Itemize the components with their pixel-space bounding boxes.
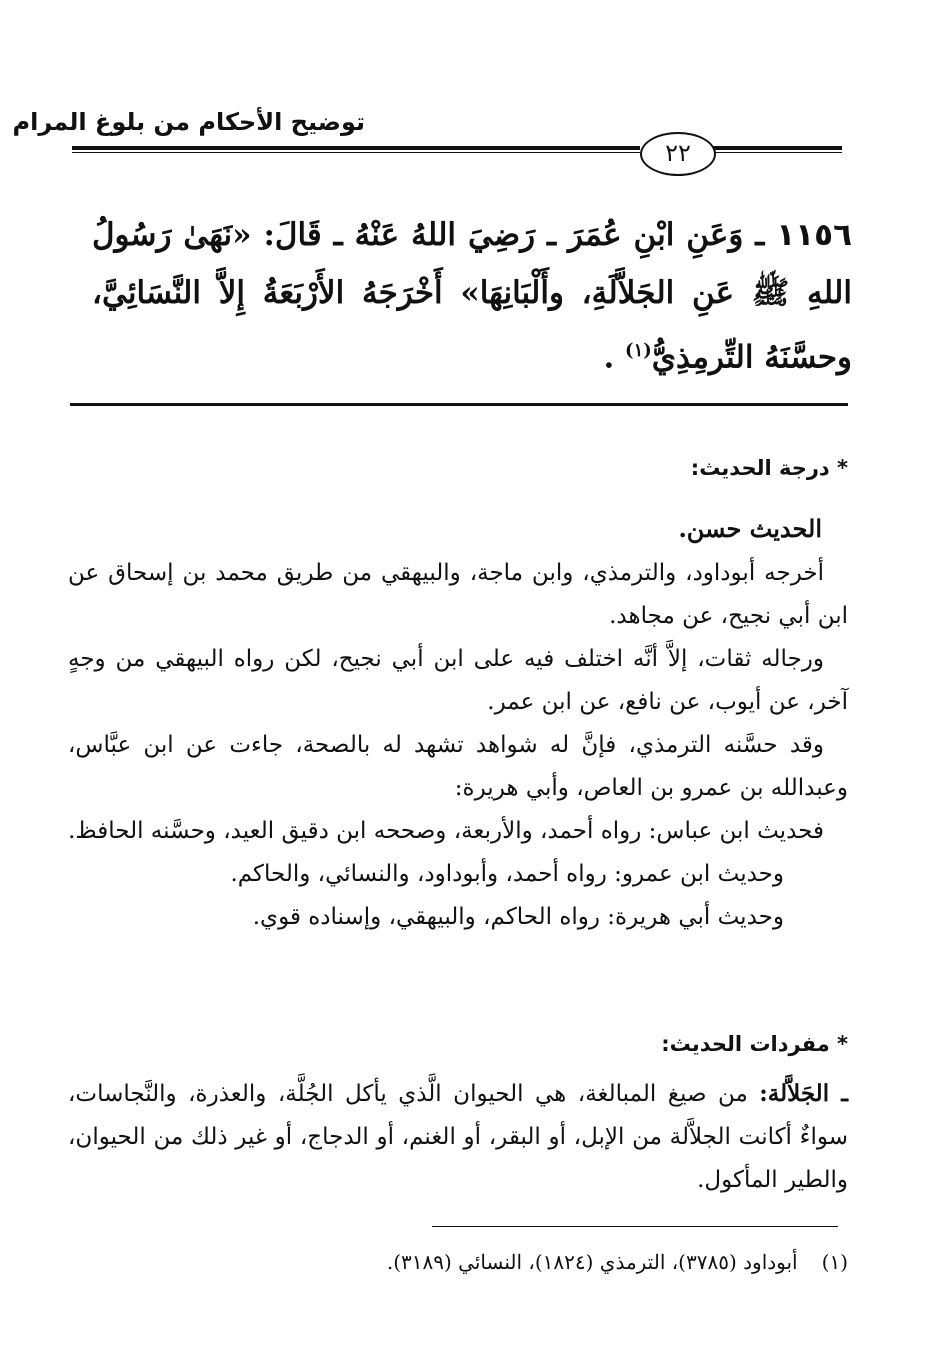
grade-paragraph: وقد حسَّنه الترمذي، فإنَّ له شواهد تشهد له بالصحة، جاءت عن ابن عبَّاس، وعبدالله بن عمرو بن العاص، وأبي هريرة: [68,732,848,801]
running-header-title: توضيح الأحكام من بلوغ المرام [12,108,365,136]
footnote-reference[interactable]: (١) [625,340,652,361]
grade-heading: * درجة الحديث: [690,456,848,480]
header-rule [72,146,640,150]
footnote-text: أبوداود (٣٧٨٥)، الترمذي (١٨٢٤)، النسائي (٣١٨٩). [386,1250,798,1274]
vocab-definition: من صيغ المبالغة، هي الحيوان الَّذي يأكل الجُلَّة، والعذرة، والنَّجاسات، سواءٌ أكانت الجلاَّلة من الإبل، أو البقر، أو الغنم، أو الدجاج، أو غير ذلك من الحيوان، والطير المأكول. [68,1081,848,1193]
hadith-dash: ـ [755,217,765,253]
footnote-marker: (١) [821,1250,848,1274]
grade-paragraphs [68,552,848,939]
header-rule-thin [72,152,640,153]
hadith-end: . [603,339,626,376]
hadith-grade: الحديث حسن. [678,514,822,543]
grade-paragraph: وحديث أبي هريرة: رواه الحاكم، والبيهقي، وإسناده قوي. [252,904,784,930]
hadith-number: ١١٥٦ [776,217,852,253]
grade-paragraph: ورجاله ثقات، إلاَّ أنَّه اختلف فيه على ابن أبي نجيح، لكن رواه البيهقي من وجهٍ آخر، عن أيوب، عن نافع، عن ابن عمر. [68,646,848,715]
page-number: ٢٢ [640,132,716,176]
footnote [387,1250,848,1274]
vocab-term: ـ الجَلاَّلة: [759,1080,848,1107]
vocab-paragraph [68,1072,848,1202]
footnote-rule [432,1226,838,1227]
vocab-heading: * مفردات الحديث: [661,1032,848,1056]
vocab-entry [68,1072,848,1202]
grade-paragraph: فحديث ابن عباس: رواه أحمد، والأربعة، وصححه ابن دقيق العيد، وحسَّنه الحافظ. [68,818,824,844]
section-divider [70,403,848,406]
grade-paragraph: أخرجه أبوداود، والترمذي، وابن ماجة، والبيهقي من طريق محمد بن إسحاق عن ابن أبي نجيح، عن مجاهد. [68,560,848,629]
grade-paragraph: وحديث ابن عمرو: رواه أحمد، وأبوداود، والنسائي، والحاكم. [230,861,784,887]
header-rule [712,146,842,150]
hadith-body: وَعَنِ ابْنِ عُمَرَ ـ رَضِيَ اللهُ عَنْهُ ـ قَالَ: «نَهَىٰ رَسُولُ اللهِ ﷺ عَنِ الجَلاَّلَةِ، وأَلْبَانِهَا» أَخْرَجَهُ الأَرْبَعَةُ إِلاَّ النَّسَائِيَّ، وحسَّنَهُ التِّرمِذِيُّ [92,217,852,376]
hadith-text [92,206,852,386]
header-rule-thin [712,152,842,153]
